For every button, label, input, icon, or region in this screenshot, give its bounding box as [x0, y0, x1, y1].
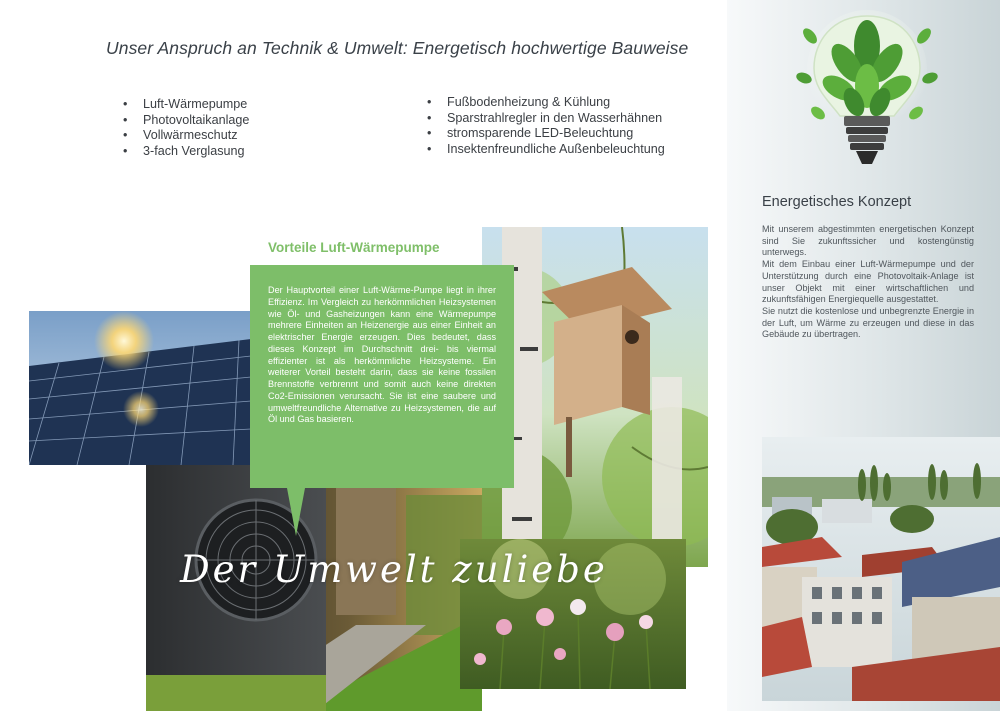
birdhouse-photo — [482, 227, 708, 567]
advantages-title: Vorteile Luft-Wärmepumpe — [268, 240, 440, 255]
list-item: • Sparstrahlregler in den Wasserhähnen — [427, 111, 665, 127]
feature-list-left — [123, 97, 249, 160]
paragraph: Mit dem Einbau einer Luft-Wärmepumpe und der Unterstützung durch eine Photovoltaik-Anlage ist unser Objekt mit einer wirtschaftlichen und zukunftsfähigen Energiequelle ausgestattet. — [762, 259, 974, 305]
page-headline: Unser Anspruch an Technik & Umwelt: Energetisch hochwertige Bauweise — [106, 38, 689, 58]
list-item: • Insektenfreundliche Außenbeleuchtung — [427, 142, 665, 158]
energy-concept-title: Energetisches Konzept — [762, 194, 912, 210]
energy-concept-text — [762, 224, 974, 341]
lightbulb-leaves-icon — [792, 8, 942, 173]
script-slogan: Der Umwelt zuliebe — [180, 548, 608, 591]
list-item: • 3-fach Verglasung — [123, 144, 249, 160]
paragraph: Mit unserem abgestimmten energetischen Konzept sind Sie zukunftssicher und kostengünstig unterwegs. — [762, 224, 974, 258]
feature-list-right — [427, 95, 665, 158]
list-item: • Fußbodenheizung & Kühlung — [427, 95, 665, 111]
list-item: • Photovoltaikanlage — [123, 113, 249, 129]
list-item: • Vollwärmeschutz — [123, 128, 249, 144]
paragraph: Sie nutzt die kostenlose und unbegrenzte Energie in der Luft, um Wärme zu erzeugen und diese in das Gebäude zu übertragen. — [762, 305, 974, 340]
city-rooftops-photo — [762, 437, 1000, 701]
list-item: • stromsparende LED-Beleuchtung — [427, 126, 665, 142]
advantages-text: Der Hauptvorteil einer Luft-Wärme-Pumpe liegt in ihrer Effizienz. Im Vergleich zu herkömmlichen Heizsystemen wie Öl- und Gasheizungen kann eine Wärmepumpe mehrere Einheiten an Heizenergie aus einer Einheit an elektrischer Energie erzeugen. Dies bedeutet, dass dieses Konzept im Durchschnitt drei- bis viermal effizienter ist als herkömmliche Heizsysteme. Ein weiterer Vorteil besteht darin, dass sie keine fossilen Brennstoffe verbrennt und somit auch keine direkten Co2-Emissionen verursacht. Sie ist eine saubere und umweltfreundliche Alternative zu Heizsystemen, die auf Öl und Gas basieren. — [268, 285, 496, 425]
solar-panels-photo — [29, 311, 251, 465]
speech-bubble-tail — [287, 488, 305, 536]
list-item: • Luft-Wärmepumpe — [123, 97, 249, 113]
